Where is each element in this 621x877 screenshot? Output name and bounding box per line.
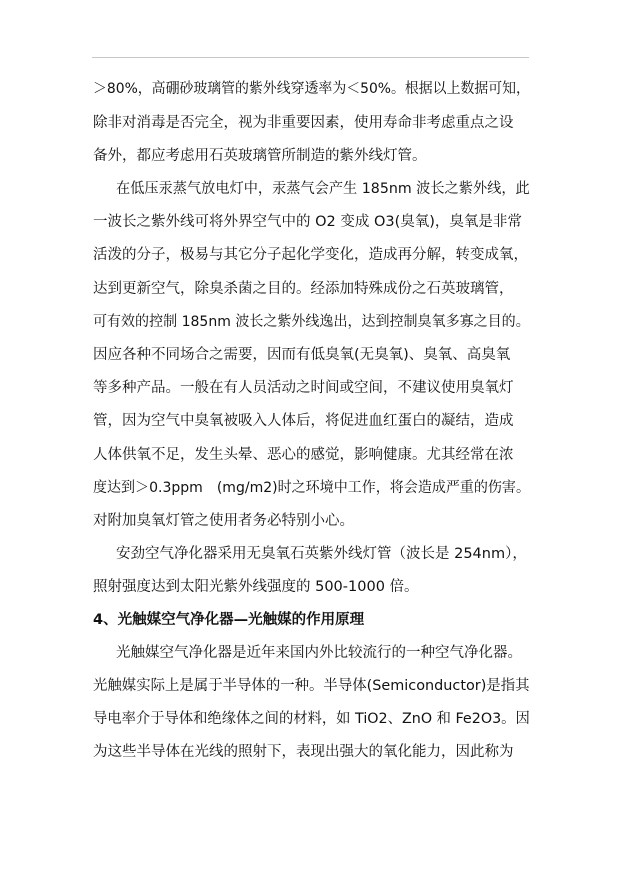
text-line: 可有效的控制 185nm 波长之紫外线逸出，达到控制臭氧多寡之目的。: [93, 314, 530, 330]
text-line: 为这些半导体在光线的照射下，表现出强大的氧化能力，因此称为: [93, 744, 514, 760]
section-heading: 4、光触媒空气净化器—光触媒的作用原理: [93, 612, 365, 628]
header-rule: [92, 57, 529, 58]
text-line: 等多种产品。一般在有人员活动之时间或空间，不建议使用臭氧灯: [93, 380, 514, 396]
text-line: 光触媒实际上是属于半导体的一种。半导体(Semiconductor)是指其: [93, 678, 530, 694]
text-line: ＞80%，高硼砂玻璃管的紫外线穿透率为＜50%。根据以上数据可知，: [93, 81, 530, 97]
text-line: 活泼的分子，极易与其它分子起化学变化，造成再分解，转变成氧，: [93, 247, 528, 263]
text-line: 导电率介于导体和绝缘体之间的材料，如 TiO2、ZnO 和 Fe2O3。因: [93, 711, 530, 727]
text-line: 照射强度达到太阳光紫外线强度的 500-1000 倍。: [93, 579, 419, 595]
text-line: 人体供氧不足，发生头晕、恶心的感觉，影响健康。尤其经常在浓: [93, 447, 514, 463]
text-line: 备外，都应考虑用石英玻璃管所制造的紫外线灯管。: [93, 148, 427, 164]
text-line: 因应各种不同场合之需要，因而有低臭氧(无臭氧)、臭氧、高臭氧: [93, 347, 511, 363]
text-line: 管，因为空气中臭氧被吸入人体后，将促进血红蛋白的凝结，造成: [93, 413, 514, 429]
text-line: 安劲空气净化器采用无臭氧石英紫外线灯管（波长是 254nm），: [116, 546, 527, 562]
text-line: 光触媒空气净化器是近年来国内外比较流行的一种空气净化器。: [116, 645, 522, 661]
text-line: 在低压汞蒸气放电灯中，汞蒸气会产生 185nm 波长之紫外线，此: [116, 181, 530, 197]
text-line: 除非对消毒是否完全，视为非重要因素，使用寿命非考虑重点之设: [93, 115, 514, 131]
text-line: 达到更新空气，除臭杀菌之目的。经添加特殊成份之石英玻璃管，: [93, 281, 514, 297]
text-line: 一波长之紫外线可将外界空气中的 O2 变成 O3(臭氧)，臭氧是非常: [93, 214, 522, 230]
text-line: 对附加臭氧灯管之使用者务必特别小心。: [93, 513, 354, 529]
text-line: 度达到＞0.3ppm (mg/m2)时之环境中工作，将会造成严重的伤害。: [93, 480, 530, 496]
